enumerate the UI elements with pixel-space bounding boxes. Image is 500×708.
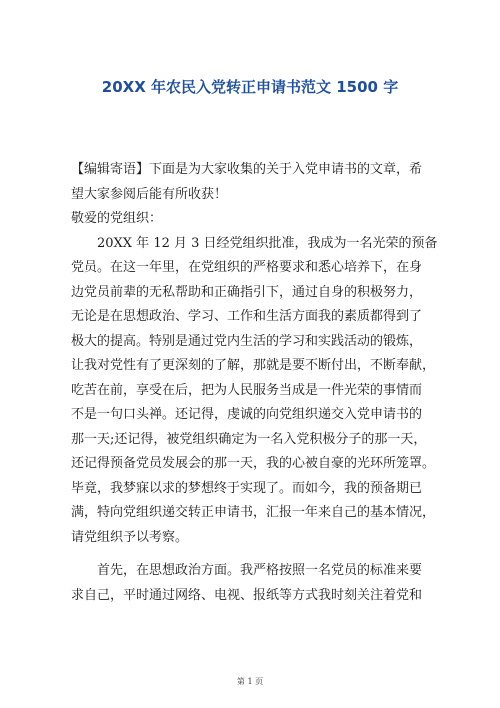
paragraph-line: 极大的提高。特别是通过党内生活的学习和实践活动的锻炼， bbox=[71, 333, 423, 349]
salutation bbox=[71, 207, 433, 232]
paragraph-line: 求自己，平时通过网络、电视、报纸等方式我时刻关注着党和 bbox=[71, 587, 423, 603]
paragraph-line: 边党员前辈的无私帮助和正确指引下，通过自身的积极努力， bbox=[71, 284, 423, 300]
paragraph-line: 毕竟，我梦寐以求的梦想终于实现了。而如今，我的预备期已 bbox=[71, 480, 423, 496]
paragraph-line: 党员。在这一年里，在党组织的严格要求和悉心培养下，在身 bbox=[71, 260, 423, 275]
paragraph-line: 还记得预备党员发展会的那一天，我的心被自豪的光环所笼罩。 bbox=[71, 456, 436, 471]
editor-note bbox=[71, 158, 433, 207]
paragraph-line: 不是一句口头禅。还记得，虔诚的向党组织递交入党申请书的 bbox=[71, 407, 423, 422]
paragraph-line: 满，特向党组织递交转正申请书，汇报一年来自己的基本情况， bbox=[71, 505, 436, 520]
paragraph-line: 那一天;还记得，被党组织确定为一名入党积极分子的那一天， bbox=[71, 431, 427, 447]
paragraph-line: 让我对党性有了更深刻的了解，那就是要不断付出，不断奉献， bbox=[71, 358, 436, 373]
editor-note-line: 望大家参阅后能有所收获！ bbox=[71, 186, 228, 202]
paragraph-line: 无论是在思想政治、学习、工作和生活方面我的素质都得到了 bbox=[71, 309, 423, 324]
paragraph-gap bbox=[71, 550, 433, 559]
paragraph-line: 请党组织予以考察。 bbox=[71, 529, 189, 545]
paragraph-line: 首先，在思想政治方面。我严格按照一名党员的标准来要 bbox=[97, 563, 423, 578]
paragraph-2 bbox=[71, 559, 433, 608]
document-title: 20XX 年农民入党转正申请书范文 1500 字 bbox=[101, 78, 399, 96]
editor-note-line: 【编辑寄语】下面是为大家收集的关于入党申请书的文章，希 bbox=[71, 162, 423, 177]
document-body bbox=[71, 158, 438, 608]
salutation-line: 敬爱的党组织： bbox=[71, 211, 163, 226]
paragraph-line: 20XX 年 12 月 3 日经党组织批准，我成为一名光荣的预备 bbox=[97, 235, 438, 251]
paragraph-line: 吃苦在前，享受在后，把为人民服务当成是一件光荣的事情而 bbox=[71, 382, 423, 398]
page-number: 第 1 页 bbox=[236, 677, 264, 686]
paragraph-1 bbox=[71, 232, 438, 551]
